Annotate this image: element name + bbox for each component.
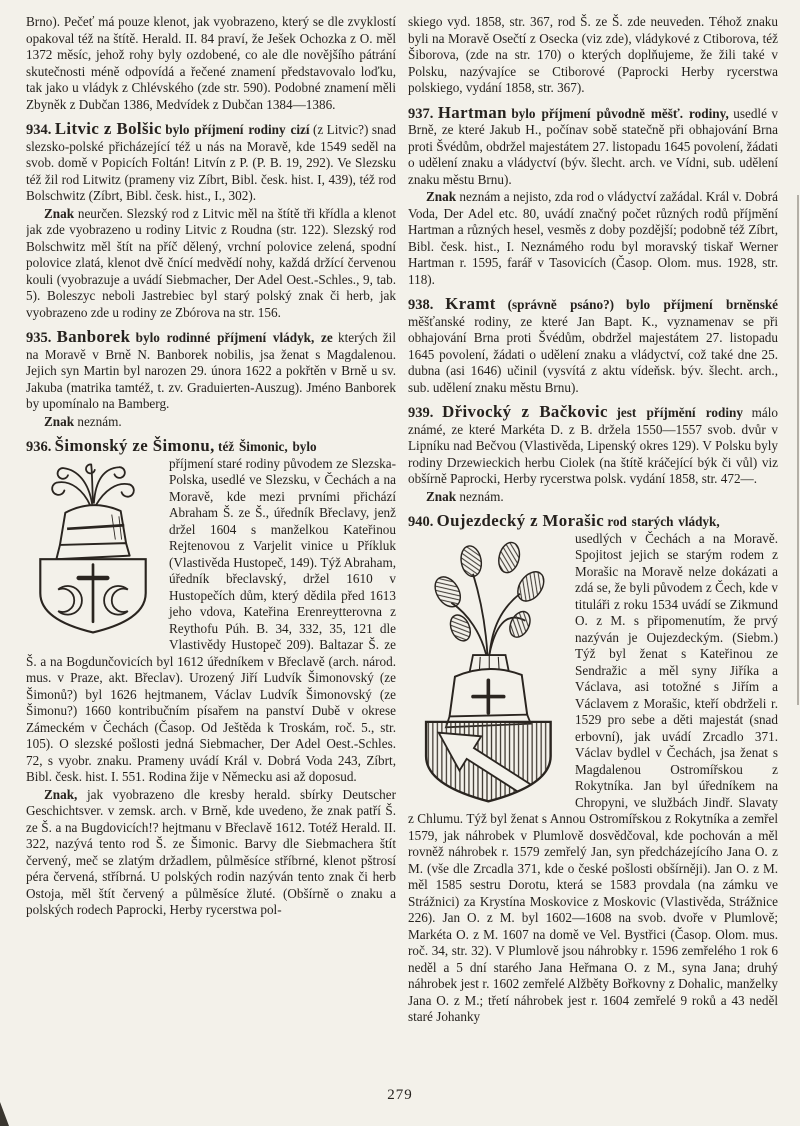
entry-number: 939.: [408, 405, 434, 421]
entry-text: usedlých v Čechách a na Moravě. Spojitost jejich se starým rodem z Morašic na Moravě nelze dokázati a zdá se, že byli původem z Čech, kde v tituláři z roku 1534 uvádí se Zikmund O. z M. s připomenutím, že prvý nazýván je Oujezdeckým. (Siebm.) Týž byl ženat s Kateřinou ze Sendražic a měl syny Jiříka a Václava, asi totožné s Jiřím a Václavem z Morašic, kteří obdrželi r. 1529 pro sebe a děti majestát (snad erbovní), jak uvádí Zrcadlo 371. Václav bydlel v Čechách, jsa ženat s Magdalenou Ostromířskou z Rokytníka. Jan byl úředníkem na Chropyni, ve službách Jindř. Slavaty z Chlumu. Týž byl ženat s Annou Ostromířskou z Rokytníka a zemřel 1579, jak náhrobek v Plumlově dosvědčoval, kde pochován a měl rovněž náhrobek r. 1579 zemřelý Jan, syn předcházejícího Jana O. z M. (vše dle Zrcadla 371, kde o české pošlosti obšírněji). Jan O. z M. měl 1585 sestru Dorotu, která se 1583 provdala (na zámku ve Strážnici) za Krystína Moskovice z Moskovic (Vlastivěda, Strážnice 226). Jan O. z M. byl 1602—1608 na svob. dvoře v Plumlově; Markéta O. z M. 1607 na domě ve Vel. Bystřici (Časop. Olom. mus. roč. 34, str. 32). V Plumlově jsou náhrobky r. 1596 zemřelého 1 rok 6 neděl a 5 dní starého Jana Heřmana O. z M., syna Jana; druhý náhrobek jest r. 1602 zemřelé Alžběty Bořkovny z Dohalic, manželky Jana O. z M.; třetí náhrobek jest r. 1604 zemřelé 9 roků a 43 neděl staré Johanky: [408, 530, 778, 1024]
entry-940-heading: [408, 513, 778, 531]
entry-name: Dřivocký z Bačkovic: [442, 402, 608, 421]
znak-text: neznám a nejisto, zda rod o vládyctví zažádal. Král v. Dobrá Voda, Der Adel etc. 80, uvádí značný počet různých rodů příjmění Hartman a různých hesel, vesměs z doby pozdější; podobně též Zíbrt, Bibl. česk. hist., I. Neznámého rodu byl moravský tiskař Werner Hartman r. 1595, farář v Tasovicích (Časop. Olom. mus. 1928, str. 118).: [408, 189, 778, 287]
entry-number: 938.: [408, 297, 434, 313]
entry-934: [26, 121, 396, 205]
entry-number: 940.: [408, 514, 434, 530]
znak-text: neurčen. Slezský rod z Litvic měl na štítě tři křídla a klenot jak zde vyobrazeno u rodiny Litvic z Roudna (str. 122). Slezský rod Bolschwitz měl štít na příč dělený, vrchní polovice zelená, spodní polovice zlatá, klenot dvě čnící medvědí nohy, každá držící červenou kouli (vyobrazuje a uvádí Siebmacher, Der Adel Oest.-Schles., 9, tab. 5). Boleszyc neboli Jastrebiec byl starý polský znak či herb, jak vyobrazeno zde u rodiny ze Zbórova na str. 156.: [26, 205, 396, 320]
entry-text: kterých žil na Moravě v Brně N. Banborek nobilis, jsa ženat s Magdalenou. Jejich syn Martin byl narozen 29. února 1622 a pokřtěn v Brně u sv. Jakuba (matrika tamtéž, t. zv. Graduierten-Auszug). Jméno Banborek by upomínalo na Bamberg.: [26, 330, 396, 411]
left-column: [26, 14, 396, 1064]
continuation-paragraph: skiego vyd. 1858, str. 367, rod Š. ze Š. zde neuveden. Téhož znaku byli na Moravě Osečtí z Osecka (viz zde), vládykové z Ctiborova, též Šiborova, (zde na str. 170) o kterých doplňujeme, že žili také v Polsku, nazývajíce se Ctiborové (Paprocki Herby rycerstwa polskiego, vydání 1858, str. 367).: [408, 14, 778, 95]
right-column: [408, 14, 778, 1064]
entry-name: Hartman: [437, 102, 507, 122]
entry-936-znak: [26, 787, 396, 919]
continuation-paragraph: Brno). Pečeť má pouze klenot, jak vyobrazeno, který se dle zvyklostí opakoval též na štítě. Herald. II. 84 praví, že Ješek Ochozka z O. měl 1372 měsíc, jehož rohy byly ozdobené, co ale dle novějšího pátrání skutečnosti méně odpovídá a řečené znamení představovalo loďku, tak jako u vládyk z Chlévského (zde str. 590). Podobné znamení měli Zbyněk z Dubčan 1386, Medvídek z Dubčan 1384—1386.: [26, 14, 396, 112]
entry-name: Šimonský ze Šimonu,: [54, 436, 215, 455]
entry-935-znak: [26, 414, 396, 431]
znak-label: Znak: [426, 189, 457, 204]
page-number: 279: [387, 1087, 413, 1103]
scan-corner-artifact: [0, 1102, 9, 1126]
entry-name: Oujezdecký z Morašic: [436, 511, 605, 530]
heraldic-shield-sword-crescents-icon: [26, 459, 160, 638]
entry-text: (z Litvic?) snad slezsko-polské přicházející též u nás na Moravě, kde 1549 seděl na svob. domě v Popicích Foltán! Litvín z P. (P. B. 19, 292). Ve Slezsku též žil rod Litwitz (prameny viz Zíbrt, Bibl. česk. hist. I, 439), též rod Bolschwitz (Zíbrt, Bibl. česk. hist., I., 302).: [26, 122, 396, 203]
entry-937-znak: [408, 189, 778, 288]
entry-937: [408, 102, 778, 189]
znak-text: jak vyobrazeno dle kresby herald. sbírky Deutscher Geschichtsver. v zemsk. arch. v Brně, kde uvedeno, že znak patří Š. ze Š. a na Bugdovicích!? hejtmanu v Břeclavě 1612. Totéž Herald. II. 322, nazývá tento rod Š. ze Šimonic. Barvy dle Siebmachera štít červený, meč se zlatým držadlem, půlměsíce stříbrné, klenot pštrosí péra červená, stříbrná. U polských rodin nazýván tento znak či herb Ostoja, měl štít červený a půlměsíce žluté. (Obšírně o znaku a polských rodech Paprocki, Herby rycerstwa pol-: [26, 786, 396, 917]
entry-lead: bylo příjmení původně měšť. rodiny,: [511, 105, 729, 121]
entry-939-znak: [408, 489, 778, 506]
entry-lead: bylo příjmení rodiny cizí: [165, 122, 310, 137]
entry-936-body: [26, 456, 396, 786]
entry-number: 937.: [408, 105, 434, 122]
heraldic-shield-arrow-branches-icon: [408, 534, 566, 805]
znak-text: neznám.: [459, 488, 504, 504]
znak-label: Znak: [426, 488, 457, 504]
entry-940-body: [408, 531, 778, 1026]
simonsky-coat-of-arms-illustration: [26, 459, 160, 638]
entry-text: příjmení staré rodiny původem ze Slezska-Polska, usedlé ve Slezsku, v Čechách a na Moravě, kde mezi prvními přichází Abraham Š. ze Š., úředník Břeclavy, jenž držel 1604 s manželkou Kateřinou Rejtenovou z Varjelit vinice u Příkluk (Vlastivěda Hustopeč, 149). Týž Abraham, úředník břeclavský, držel 1610 v Hustopečích dům, který dědila před 1613 jeho vdova, Kateřina Erenreytterovna z Reythofu Púh. B. 34, 332, 35, 121 dle Vlastivědy Hustopeč 209). Baltazar Š. ze Š. a na Bogdunčovicích byl 1612 úředníkem v Břeclavě (arch. národ. mus. v Praze, akt. Břeclav). Urozený Jiří Ludvík Šimonovský (ze Šimonů?) byl 1626 hejtmanem, Václav Ludvík Šimonovský (ze Šimonu?) 1660 kontribučním písařem na panství Dubě v okrese Zámeckém v Čechách (Časop. Od Ještěda k Troskám, roč. 5., str. 105). O slezské pošlosti jedná Siebmacher, Der Adel Oest.-Schles. 72, s vyobr. znaku. Prameny uvádí Král v. Dobrá Voda 243, Zíbrt, Bibl. česk. hist. I. 551. Rodina žije v Německu asi až doposud.: [26, 455, 396, 784]
entry-number: 934.: [26, 122, 52, 138]
entry-934-znak: [26, 206, 396, 322]
oujezdecky-coat-of-arms-illustration: [408, 534, 566, 805]
znak-label: Znak: [44, 413, 75, 429]
entry-name: Kramt: [445, 294, 496, 313]
entry-number: 936.: [26, 439, 52, 455]
entry-939: [408, 404, 778, 488]
entry-text: málo známé, ze které Markéta D. z B. držela 1550—1557 svob. dvůr v Lipníku nad Bečvou (Vlastivěda, Lipenský okres 129). V Polsku byly rodiny Drzewieckich herbu Ciolek (na štítě kráčející býk či vůl) viz obšírně Paprocki, Herby rycerstwa polsk. vydání 1858, str. 472—.: [408, 405, 778, 486]
znak-label: Znak,: [44, 786, 78, 802]
entry-name-suffix: též Šimonic, bylo: [218, 439, 317, 454]
entry-name: Litvic z Bolšic: [54, 119, 162, 138]
entry-text: měšťanské rodiny, ze které Jan Bapt. K., vyznamenav se při obhajování Brna proti Švédům, obdržel majestátem 27. listopadu 1645 povolení, žádati o udělení znaku a vládyctví, což také dne 25. dubna (asi 1646) učinil (vysvítá z aktu vídeňsk. býv. šlecht. arch., sub. udělení znaku městu Brnu).: [408, 313, 778, 395]
entry-text: usedlé v Brně, ze které Jakub H., počínav sobě statečně při obhajování Brna proti Švédům, obdržel majestátem 27. listopadu 1645 povolení, žádati o udělení znaku a vládyctví (býv. šlecht. arch. ve Vídni, sub. udělení znaku městu Brnu).: [408, 105, 778, 187]
entry-name-suffix: (správně psáno?): [507, 297, 615, 312]
entry-lead: rod starých vládyk,: [607, 514, 720, 529]
znak-label: Znak: [44, 205, 75, 221]
entry-936-heading: [26, 438, 396, 456]
znak-text: neznám.: [77, 413, 122, 429]
entry-lead: bylo rodinné příjmení vládyk, ze: [135, 330, 333, 345]
scan-edge-artifact: [797, 195, 799, 705]
entry-number: 935.: [26, 330, 52, 346]
entry-lead: jest příjmění rodiny: [616, 405, 743, 420]
entry-938: [408, 296, 778, 396]
entry-name: Banborek: [56, 327, 131, 346]
entry-935: [26, 329, 396, 413]
entry-lead: bylo příjmení brněnské: [625, 297, 778, 312]
